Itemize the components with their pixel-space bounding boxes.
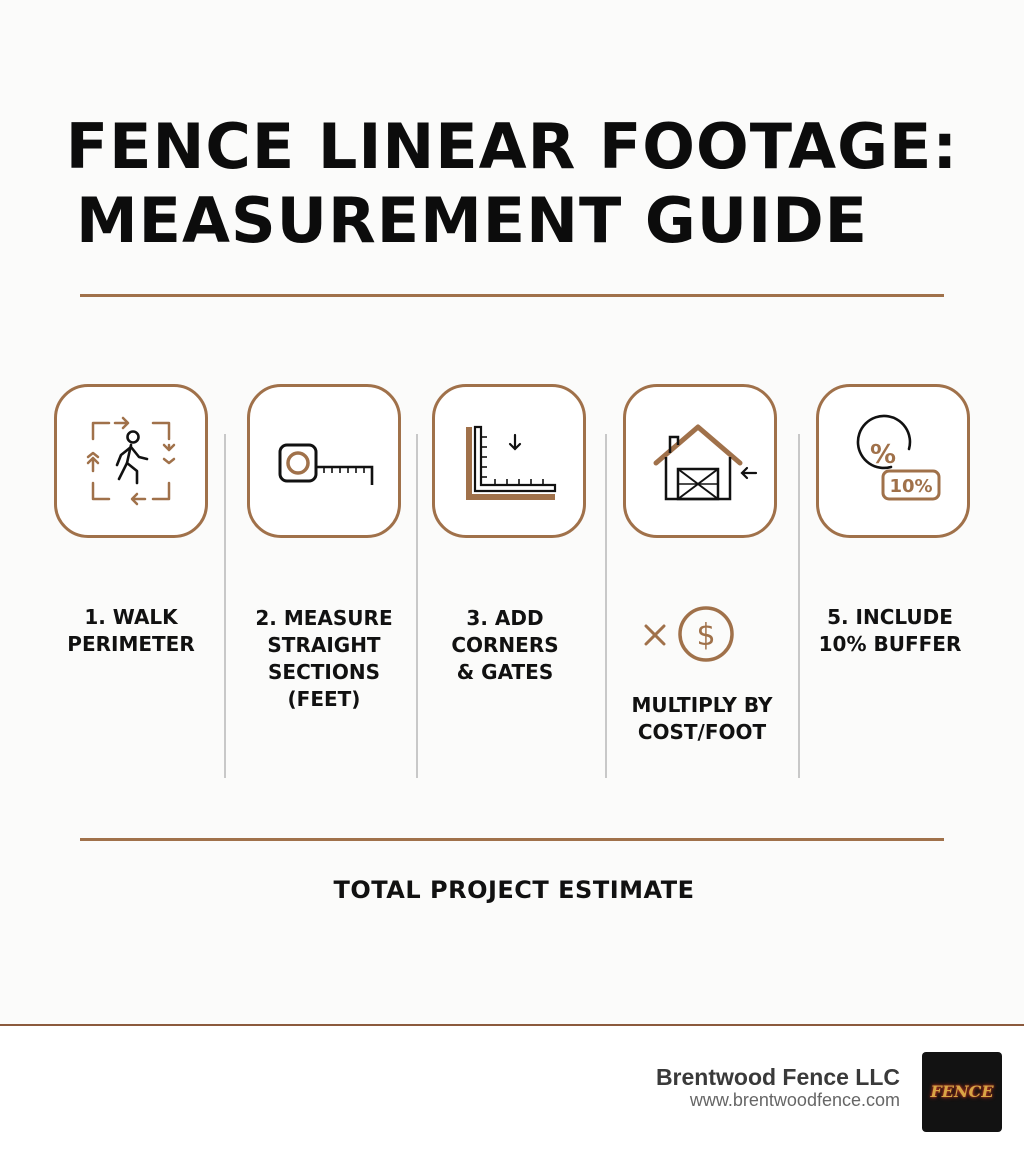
multiply-dollar-icon <box>640 604 740 664</box>
step-5-icon-box <box>816 384 970 538</box>
step-4-label-line: COST/FOOT <box>637 720 767 744</box>
step-3-label-line: & GATES <box>456 660 554 684</box>
step-1-label <box>41 604 221 658</box>
step-4-label-line: MULTIPLY BY <box>631 693 773 717</box>
percent-symbol: % <box>869 440 897 470</box>
total-estimate-label <box>0 876 1024 904</box>
column-divider <box>605 434 607 778</box>
column-divider <box>224 434 226 778</box>
step-1-label-line: PERIMETER <box>67 632 195 656</box>
house-gate-icon <box>626 387 774 535</box>
total-estimate-text: TOTAL PROJECT ESTIMATE <box>333 876 695 904</box>
page-title-line-1: FENCE LINEAR FOOTAGE: <box>65 110 959 183</box>
step-2-label-line: 2. MEASURE <box>255 606 393 630</box>
step-3-label-line: CORNERS <box>451 633 559 657</box>
walking-perimeter-icon <box>57 387 205 535</box>
percent-buffer-icon <box>819 387 967 535</box>
bottom-divider-rule <box>80 838 944 841</box>
step-4-label <box>612 692 792 746</box>
step-4-icon-box <box>623 384 777 538</box>
step-3-icon-box <box>432 384 586 538</box>
step-1-icon-box <box>54 384 208 538</box>
tape-measure-icon <box>250 387 398 535</box>
step-1-label-line: 1. WALK <box>84 605 178 629</box>
step-2-label-line: (FEET) <box>287 687 361 711</box>
step-5-label-line: 10% BUFFER <box>818 632 962 656</box>
svg-text:$: $ <box>696 618 716 653</box>
corner-ruler-icon <box>435 387 583 535</box>
step-2-label-line: SECTIONS <box>268 660 380 684</box>
company-website[interactable]: www.brentwoodfence.com <box>689 1090 900 1110</box>
top-divider-rule <box>80 294 944 297</box>
buffer-percent-text: 10% <box>889 476 933 497</box>
step-5-label-line: 5. INCLUDE <box>827 605 953 629</box>
step-2-label-line: STRAIGHT <box>267 633 381 657</box>
page-title-line-2: MEASUREMENT GUIDE <box>75 184 869 257</box>
company-logo <box>922 1052 1002 1132</box>
step-3-label <box>415 605 595 686</box>
logo-text: FENCE <box>930 1082 994 1101</box>
step-2-label <box>234 605 414 713</box>
step-5-label <box>800 604 980 658</box>
step-2-icon-box <box>247 384 401 538</box>
step-3-label-line: 3. ADD <box>466 606 544 630</box>
company-name: Brentwood Fence LLC <box>655 1064 900 1090</box>
